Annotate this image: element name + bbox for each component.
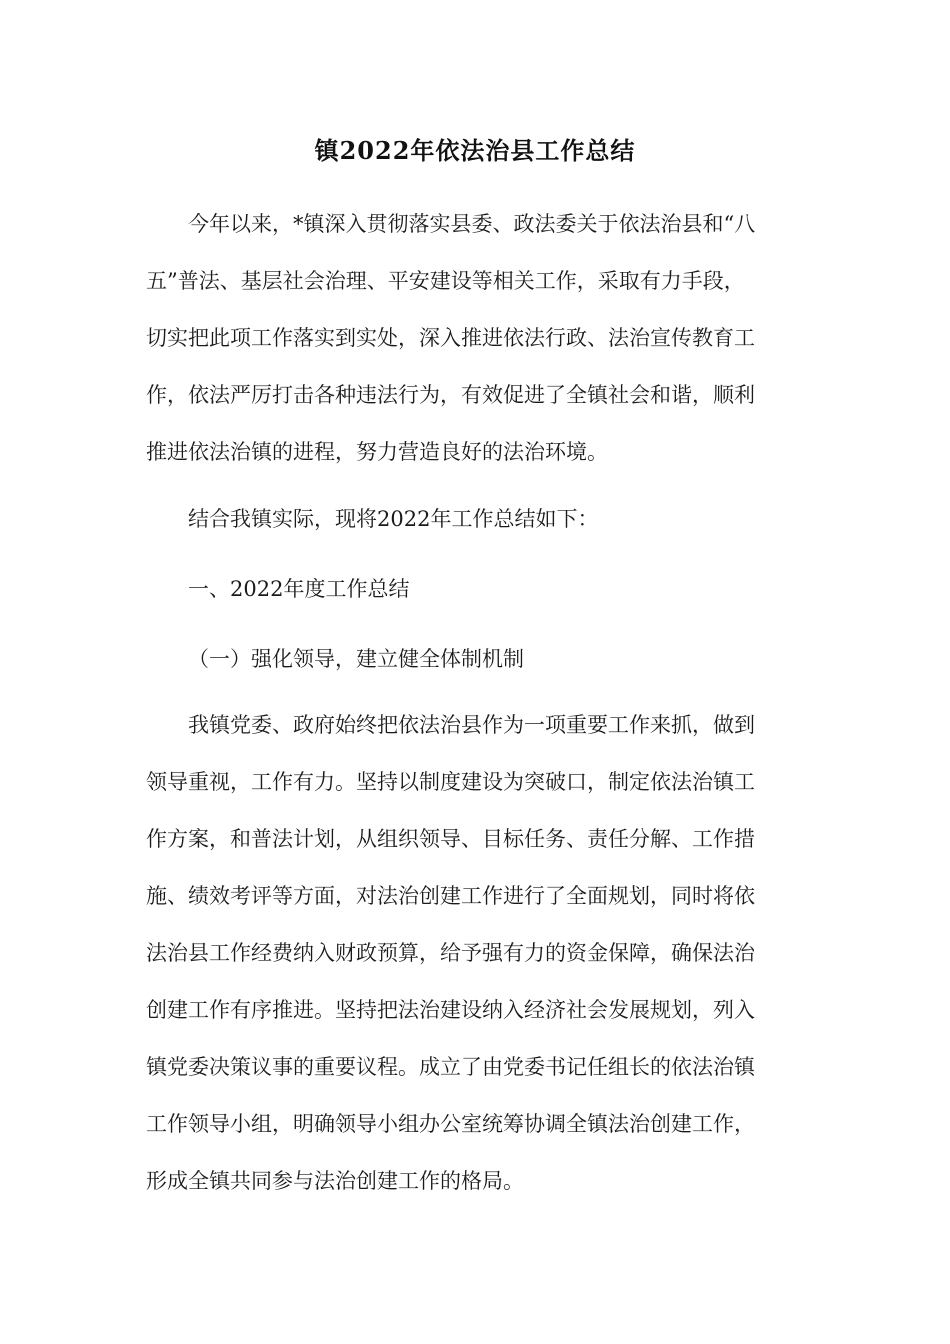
document-title: 镇2022年依法治县工作总结: [314, 136, 636, 165]
transition-paragraph: 结合我镇实际，现将2022年工作总结如下：: [188, 507, 599, 531]
body-paragraph: [146, 697, 806, 1210]
intro-line: 推进依法治镇的进程，努力营造良好的法治环境。: [146, 440, 608, 464]
section-heading: 一、2022年度工作总结: [188, 577, 410, 601]
body-line: 施、绩效考评等方面，对法治创建工作进行了全面规划，同时将依: [146, 884, 755, 908]
subsection-heading: （一）强化领导，建立健全体制机制: [188, 647, 524, 671]
body-line: 作方案，和普法计划，从组织领导、目标任务、责任分解、工作措: [146, 827, 755, 851]
intro-line: 作，依法严厉打击各种违法行为，有效促进了全镇社会和谐，顺利: [146, 383, 755, 407]
intro-paragraph: [146, 196, 806, 481]
body-line: 创建工作有序推进。坚持把法治建设纳入经济社会发展规划，列入: [146, 998, 755, 1022]
body-line: 法治县工作经费纳入财政预算，给予强有力的资金保障，确保法治: [146, 941, 755, 965]
intro-line: 五”普法、基层社会治理、平安建设等相关工作，采取有力手段，: [146, 269, 745, 293]
body-line: 形成全镇共同参与法治创建工作的格局。: [146, 1169, 524, 1193]
body-line: 领导重视，工作有力。坚持以制度建设为突破口，制定依法治镇工: [146, 770, 755, 794]
intro-line: 切实把此项工作落实到实处，深入推进依法行政、法治宣传教育工: [146, 326, 755, 350]
body-line: 镇党委决策议事的重要议程。成立了由党委书记任组长的依法治镇: [146, 1055, 755, 1079]
body-line: 工作领导小组，明确领导小组办公室统筹协调全镇法治创建工作，: [146, 1112, 755, 1136]
body-line: 我镇党委、政府始终把依法治县作为一项重要工作来抓，做到: [188, 713, 755, 737]
intro-line: 今年以来，*镇深入贯彻落实县委、政法委关于依法治县和“八: [188, 212, 756, 236]
